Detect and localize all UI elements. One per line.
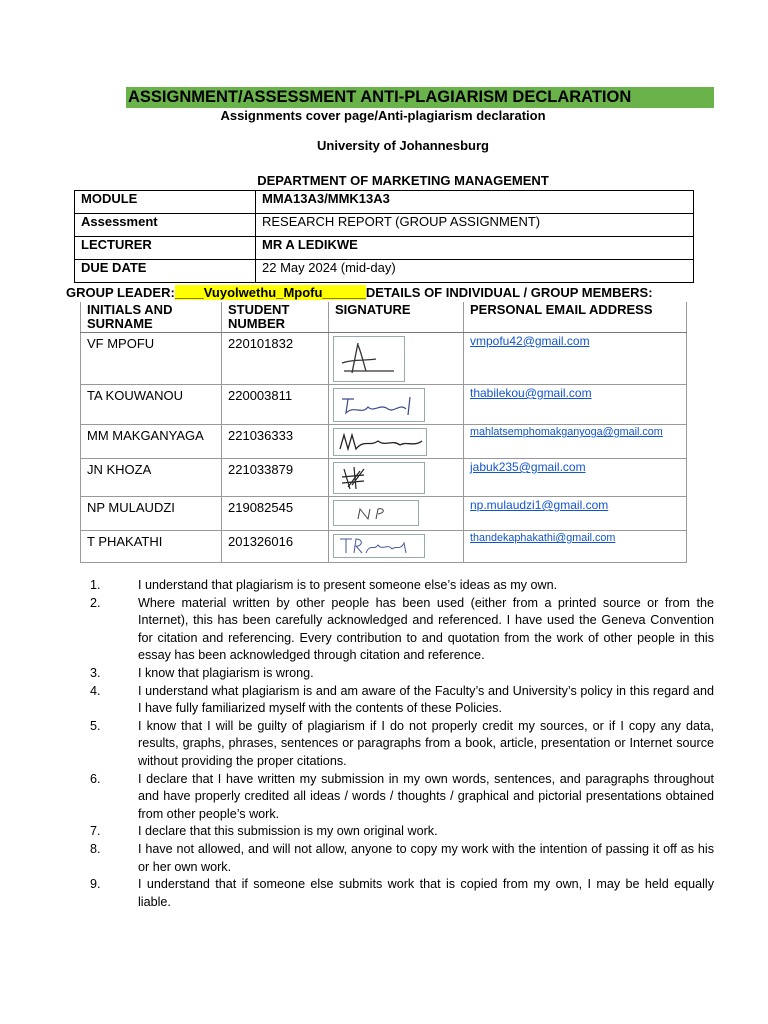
member-name: VF MPOFU [81,333,222,385]
table-row [81,385,687,425]
group-leader-label: GROUP LEADER: [66,285,175,300]
member-number: 221033879 [222,459,329,497]
header-initials-surname: INITIALS AND SURNAME [81,302,222,333]
table-row [81,497,687,531]
table-row [81,425,687,459]
signature-image [333,428,427,456]
table-row [75,214,694,237]
module-label: MODULE [75,191,256,214]
header-student-number: STUDENT NUMBER [222,302,329,333]
member-name: TA KOUWANOU [81,385,222,425]
list-item [90,665,714,683]
item-number: 9. [90,877,101,892]
table-row [81,333,687,385]
member-email[interactable]: thabilekou@gmail.com [464,385,687,425]
member-email[interactable]: vmpofu42@gmail.com [464,333,687,385]
item-number: 8. [90,841,101,856]
member-signature [329,459,464,497]
member-name: JN KHOZA [81,459,222,497]
list-item [90,718,714,771]
item-text: I have not allowed, and will not allow, anyone to copy my work with the intention of passing it off as his or her own work. [138,841,714,874]
member-email[interactable]: thandekaphakathi@gmail.com [464,531,687,563]
signature-image [333,388,425,422]
department-name: DEPARTMENT OF MARKETING MANAGEMENT [257,173,549,188]
module-info-table [74,190,694,283]
list-item [90,683,714,718]
item-text: I understand that plagiarism is to present someone else’s ideas as my own. [138,578,558,592]
list-item [90,876,714,911]
signature-image [333,462,425,494]
member-signature [329,333,464,385]
due-date-label: DUE DATE [75,260,256,283]
document-subtitle: Assignments cover page/Anti-plagiarism declaration [220,108,546,123]
group-leader-name: ____Vuyolwethu_Mpofu______ [174,285,366,300]
due-date-value: 22 May 2024 (mid-day) [256,260,694,283]
header-email: PERSONAL EMAIL ADDRESS [464,302,687,333]
member-number: 219082545 [222,497,329,531]
member-signature [329,497,464,531]
member-email[interactable]: jabuk235@gmail.com [464,459,687,497]
group-members-table [80,302,687,563]
table-row [75,260,694,283]
member-number: 221036333 [222,425,329,459]
item-text: I understand what plagiarism is and am aware of the Faculty’s and University’s policy in this regard and I have fully familiarized myself with the contents of these Policies. [138,683,714,716]
item-text: I know that I will be guilty of plagiarism if I do not properly credit my sources, or if I copy any data, results, graphs, phrases, sentences or paragraphs from a book, article, presentation or Internet source without providing the proper citations. [138,718,714,768]
member-name: T PHAKATHI [81,531,222,563]
group-leader-line [66,285,653,301]
member-number: 201326016 [222,531,329,563]
member-email[interactable]: mahlatsemphomakganyoga@gmail.com [464,425,687,459]
item-number: 2. [90,595,101,610]
header-signature: SIGNATURE [329,302,464,333]
lecturer-label: LECTURER [75,237,256,260]
assessment-label: Assessment [75,214,256,237]
declaration-list [90,577,714,911]
member-name: NP MULAUDZI [81,497,222,531]
lecturer-value: MR A LEDIKWE [256,237,694,260]
list-item [90,595,714,665]
list-item [90,823,714,841]
item-text: I know that plagiarism is wrong. [138,665,314,680]
table-header-row [81,302,687,333]
table-row [81,531,687,563]
university-name: University of Johannesburg [317,138,489,153]
member-signature [329,531,464,563]
item-text: Where material written by other people has been used (either from a printed source or from the Internet), this has been carefully acknowledged and referenced. I have used the Geneva Convention for citation and referencing. Every contribution to and quotation from the work of other people in this essay has been acknowledged through citation and reference. [138,595,714,663]
member-signature [329,425,464,459]
member-number: 220003811 [222,385,329,425]
list-item [90,771,714,824]
member-signature [329,385,464,425]
signature-image [333,534,425,558]
item-number: 3. [90,665,101,680]
table-row [75,237,694,260]
item-text: I declare that I have written my submission in my own words, sentences, and paragraphs throughout and have properly credited all ideas / words / thoughts / graphical and pictorial presentations obtained from other people’s work. [138,771,714,821]
item-number: 7. [90,824,101,839]
module-value: MMA13A3/MMK13A3 [256,191,694,214]
list-item [90,577,714,595]
member-email[interactable]: np.mulaudzi1@gmail.com [464,497,687,531]
item-text: I declare that this submission is my own original work. [138,824,438,839]
group-members-heading: DETAILS OF INDIVIDUAL / GROUP MEMBERS: [365,285,653,300]
item-number: 4. [90,683,101,698]
item-number: 5. [90,718,101,733]
table-row [75,191,694,214]
table-row [81,459,687,497]
item-text: I understand that if someone else submits work that is copied from my own, I may be held equally liable. [138,877,714,909]
member-name: MM MAKGANYAGA [81,425,222,459]
document-title: ASSIGNMENT/ASSESSMENT ANTI-PLAGIARISM DECLARATION [126,87,714,108]
item-number: 1. [90,578,101,592]
member-number: 220101832 [222,333,329,385]
assessment-value: RESEARCH REPORT (GROUP ASSIGNMENT) [256,214,694,237]
list-item [90,841,714,876]
signature-image [333,336,405,382]
item-number: 6. [90,771,101,786]
signature-image [333,500,419,526]
